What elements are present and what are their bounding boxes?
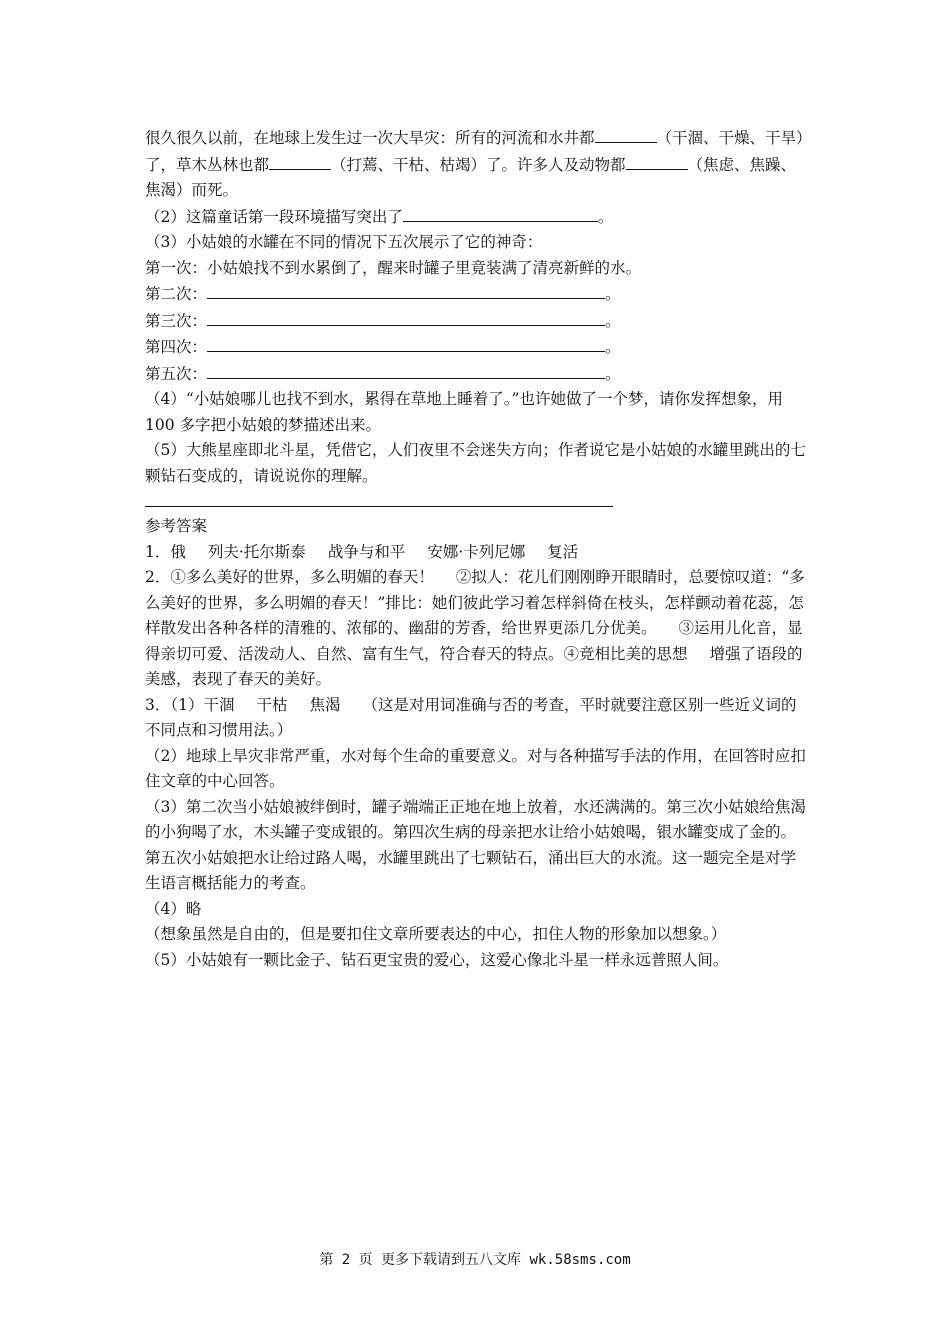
answer-blank[interactable] [207, 361, 605, 379]
question-3-third [145, 308, 810, 335]
label-fourth: 第四次： [145, 338, 208, 356]
label-fifth: 第五次： [145, 364, 208, 383]
question-2 [145, 204, 810, 231]
answer-blank[interactable] [207, 334, 605, 352]
label-second: 第二次： [145, 285, 208, 303]
answer-3-1 [145, 693, 810, 744]
question-4: （4）“小姑娘哪儿也找不到水，累得在草地上睡着了。”也许她做了一个梦，请你发挥想象，用 100 多字把小姑娘的梦描述出来。 [145, 390, 783, 434]
answer-blank[interactable] [207, 281, 605, 299]
answer-blank[interactable] [269, 152, 331, 170]
label-third: 第三次： [145, 311, 208, 330]
answer-3-word: 焦渴 [309, 695, 341, 714]
question-2-text: （2）这篇童话第一段环境描写突出了 [145, 207, 403, 226]
answer-blank[interactable] [207, 308, 605, 326]
intro-text-a: 很久很久以前，在地球上发生过一次大旱灾：所有的河流和水井都 [145, 129, 595, 147]
answer-2-part: ②拟人：花儿们刚刚睁开眼睛时，总要惊叹道：“多么美好的世界，多么明媚的春天！”排比：她们彼此学习着怎样斜倚在枝头，怎样颤动着花蕊，怎样散发出各种各样的清雅的、浓郁的、幽甜的芳香，给世界更添几分优美。 [145, 568, 805, 637]
punctuation: 。 [605, 311, 621, 330]
answer-blank[interactable] [626, 152, 688, 170]
answer-1-book: 复活 [547, 542, 579, 561]
punctuation: 。 [605, 285, 621, 303]
answer-1 [145, 540, 810, 566]
answer-2-part: ④竞相比美的思想 [563, 644, 688, 663]
page-footer: 第 2 页 更多下载请到五八文库 wk.58sms.com [319, 1252, 631, 1268]
document-body [145, 125, 810, 973]
answer-blank[interactable] [145, 489, 613, 507]
answer-3-2: （2）地球上旱灾非常严重，水对每个生命的重要意义。对与各种描写手法的作用，在回答时应扣住文章的中心回答。 [145, 746, 806, 790]
answers-title: 参考答案 [145, 517, 208, 535]
answer-3-4 [145, 897, 810, 948]
question-3-fifth [145, 361, 810, 388]
question-3: （3）小姑娘的水罐在不同的情况下五次展示了它的神奇： [145, 233, 543, 251]
intro-text-b: （干涸、干燥、干旱）了，草木丛林也都 [145, 129, 804, 174]
answer-3-5: （5）小姑娘有一颗比金子、钻石更宝贵的爱心，这爱心像北斗星一样永远普照人间。 [145, 950, 729, 969]
punctuation: 。 [605, 338, 621, 356]
question-3-second [145, 281, 810, 308]
answer-3-word: 3．（1）干涸 [145, 695, 235, 714]
answer-blank[interactable] [403, 204, 598, 222]
answer-1-book: 战争与和平 [327, 542, 406, 561]
answer-2-part: ③运用儿化音，显得亲切可爱、活泼动人、自然、富有生气，符合春天的特点。 [145, 619, 803, 663]
intro-text-c: （打蔫、干枯、枯竭）了。许多人及动物都 [331, 155, 626, 174]
intro-paragraph [145, 125, 810, 204]
answer-3-word: 干枯 [256, 695, 288, 714]
answer-1-book: 安娜·卡列尼娜 [427, 542, 526, 561]
question-3-first: 第一次：小姑娘找不到水累倒了，醒来时罐子里竟装满了清亮新鲜的水。 [145, 258, 642, 277]
punctuation: 。 [605, 364, 621, 383]
answer-2 [145, 565, 810, 693]
answer-blank[interactable] [595, 125, 657, 143]
answer-1-author: 列夫·托尔斯泰 [207, 542, 306, 561]
question-5: （5）大熊星座即北斗星，凭借它，人们夜里不会迷失方向；作者说它是小姑娘的水罐里跳出的七颗钻石变成的，请说说你的理解。 [145, 441, 806, 485]
intro-text-d: （焦虑、焦躁、焦渴）而死。 [145, 155, 797, 199]
question-5-answer-line [145, 489, 810, 514]
answer-3-3: （3）第二次当小姑娘被绊倒时，罐子端端正正地在地上放着，水还满满的。第三次小姑娘给焦渴的小狗喝了水，木头罐子变成银的。第四次生病的母亲把水让给小姑娘喝，银水罐变成了金的。第五次小姑娘把水让给过路人喝，水罐里跳出了七颗钻石，涌出巨大的水流。这一题完全是对学生语言概括能力的考查。 [145, 797, 806, 892]
answer-3-note: （这是对用词准确与否的考查，平时就要注意区别一些近义词的不同点和习惯用法。） [145, 695, 797, 739]
answer-3-4-note: （想象虽然是自由的，但是要扣住文章所要表达的中心，扣住人物的形象加以想象。） [145, 925, 727, 943]
punctuation: 。 [597, 207, 614, 226]
answer-2-part: 2．①多么美好的世界，多么明媚的春天！ [145, 568, 434, 586]
answer-2-part: 增强了语段的美感，表现了春天的美好。 [145, 644, 803, 688]
answer-1-num: 1．俄 [145, 542, 186, 561]
question-3-fourth [145, 334, 810, 361]
answer-3-4-label: （4）略 [145, 899, 202, 918]
